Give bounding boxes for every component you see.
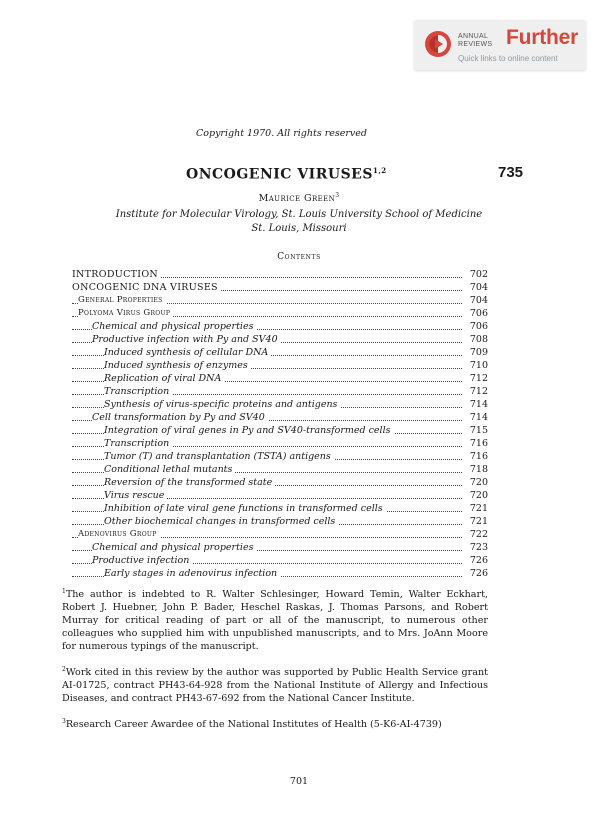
toc-entry-page: 712 [469, 373, 488, 384]
toc-entry [72, 528, 488, 541]
toc-entry-page: 714 [469, 412, 488, 423]
toc-entry [72, 333, 488, 346]
toc-entry-title: Cell transformation by Py and SV40 [92, 411, 268, 424]
author-name [0, 192, 598, 204]
banner-title[interactable]: Further [506, 26, 579, 49]
toc-entry-title: Replication of viral DNA [104, 372, 224, 385]
footnote-text: The author is indebted to R. Walter Schlesinger, Howard Temin, Walter Eckhart, Robert J. Huebner, John P. Bader, Heschel Raskas, J. Thomas Parsons, and Robert Murray for critical reading of part or all of the manuscript, to numerous other colleagues who supplied him with unpublished manuscripts, and to Mrs. JoAnn Moore for numerous typings of the manuscript. [62, 589, 488, 653]
toc-entry-page: 721 [469, 503, 488, 514]
toc-entry-title: Conditional lethal mutants [104, 463, 235, 476]
toc-entry [72, 372, 488, 385]
footnote-text: Work cited in this review by the author was supported by Public Health Service grant AI-01725, contract PH43-64-928 from the National Institute of Allergy and Infectious Diseases, and contract PH43-67-692 from the National Cancer Institute. [62, 667, 488, 705]
toc-entry-title: Chemical and physical properties [92, 541, 256, 554]
toc-entry [72, 398, 488, 411]
toc-entry-page: 716 [469, 438, 488, 449]
toc-entry [72, 450, 488, 463]
banner-subtitle[interactable]: Quick links to online content [458, 54, 558, 63]
toc-entry-title: Other biochemical changes in transformed cells [104, 515, 338, 528]
toc-entry-title: ONCOGENIC DNA VIRUSES [72, 281, 221, 294]
title-footnote-marks: 1,2 [372, 166, 387, 175]
footnote-1 [62, 585, 488, 653]
toc-entry-title: Transcription [104, 385, 172, 398]
contents-heading: Contents [277, 252, 321, 262]
toc-entry [72, 554, 488, 567]
toc-entry-page: 726 [469, 568, 488, 579]
further-banner[interactable] [414, 20, 586, 70]
toc-entry-page: 709 [469, 347, 488, 358]
toc-entry [72, 424, 488, 437]
toc-entry [72, 268, 488, 281]
footnote-2 [62, 663, 488, 705]
banner-publisher: ANNUAL REVIEWS [458, 33, 493, 48]
copyright-notice: Copyright 1970. All rights reserved [196, 128, 367, 139]
toc-entry-page: 704 [469, 295, 488, 306]
table-of-contents [72, 268, 488, 580]
toc-entry-title: General Properties [78, 294, 166, 307]
toc-entry-page: 720 [469, 477, 488, 488]
toc-entry-page: 706 [469, 308, 488, 319]
footnote-text: Research Career Awardee of the National Institutes of Health (5-K6-AI-4739) [65, 719, 442, 731]
toc-entry [72, 320, 488, 333]
toc-entry-page: 715 [469, 425, 488, 436]
footnote-mark: 1 [62, 588, 66, 595]
toc-entry-page: 712 [469, 386, 488, 397]
toc-entry [72, 489, 488, 502]
footnote-mark: 3 [62, 718, 66, 725]
toc-entry [72, 359, 488, 372]
article-title-text: ONCOGENIC VIRUSES [186, 166, 373, 183]
toc-entry-title: Integration of viral genes in Py and SV40-transformed cells [104, 424, 394, 437]
toc-entry-title: Productive infection with Py and SV40 [92, 333, 281, 346]
toc-entry-page: 726 [469, 555, 488, 566]
toc-entry-page: 723 [469, 542, 488, 553]
toc-entry-page: 706 [469, 321, 488, 332]
toc-entry-title: Induced synthesis of enzymes [104, 359, 251, 372]
toc-entry [72, 476, 488, 489]
author-footnote-mark: 3 [335, 192, 340, 199]
toc-entry [72, 515, 488, 528]
toc-entry-title: Virus rescue [104, 489, 167, 502]
toc-entry [72, 346, 488, 359]
toc-entry-page: 714 [469, 399, 488, 410]
toc-entry-title: Early stages in adenovirus infection [104, 567, 280, 580]
author-name-text: Maurice Green [258, 193, 336, 205]
toc-entry-page: 702 [469, 269, 488, 280]
annual-reviews-logo-icon [424, 30, 452, 58]
toc-entry-title: Induced synthesis of cellular DNA [104, 346, 271, 359]
folio: 701 [289, 776, 309, 787]
footnote-mark: 2 [62, 666, 66, 673]
footnote-3 [62, 715, 488, 731]
toc-entry [72, 385, 488, 398]
toc-entry-page: 718 [469, 464, 488, 475]
toc-entry [72, 281, 488, 294]
toc-entry-title: Inhibition of late viral gene functions in transformed cells [104, 502, 386, 515]
toc-entry-title: Synthesis of virus-specific proteins and antigens [104, 398, 340, 411]
toc-entry [72, 411, 488, 424]
toc-entry-page: 721 [469, 516, 488, 527]
toc-entry [72, 567, 488, 580]
toc-entry-title: Tumor (T) and transplantation (TSTA) antigens [104, 450, 334, 463]
toc-entry-title: Reversion of the transformed state [104, 476, 275, 489]
toc-entry-page: 722 [469, 529, 488, 540]
article-title [186, 166, 387, 183]
toc-entry-page: 710 [469, 360, 488, 371]
toc-entry-page: 704 [469, 282, 488, 293]
toc-entry [72, 437, 488, 450]
toc-entry-title: Polyoma Virus Group [78, 307, 173, 320]
toc-entry-title: Adenovirus Group [78, 528, 160, 541]
toc-entry [72, 294, 488, 307]
toc-entry-title: Productive infection [92, 554, 192, 567]
page-number: 735 [498, 164, 524, 181]
toc-entry-title: Chemical and physical properties [92, 320, 256, 333]
toc-entry [72, 502, 488, 515]
toc-entry-page: 720 [469, 490, 488, 501]
author-affiliation: Institute for Molecular Virology, St. Louis University School of Medicine St. Louis, Missouri [115, 209, 483, 234]
toc-entry [72, 541, 488, 554]
toc-entry-title: INTRODUCTION [72, 268, 161, 281]
toc-entry-page: 708 [469, 334, 488, 345]
toc-entry [72, 463, 488, 476]
toc-entry-page: 716 [469, 451, 488, 462]
toc-entry [72, 307, 488, 320]
toc-entry-title: Transcription [104, 437, 172, 450]
